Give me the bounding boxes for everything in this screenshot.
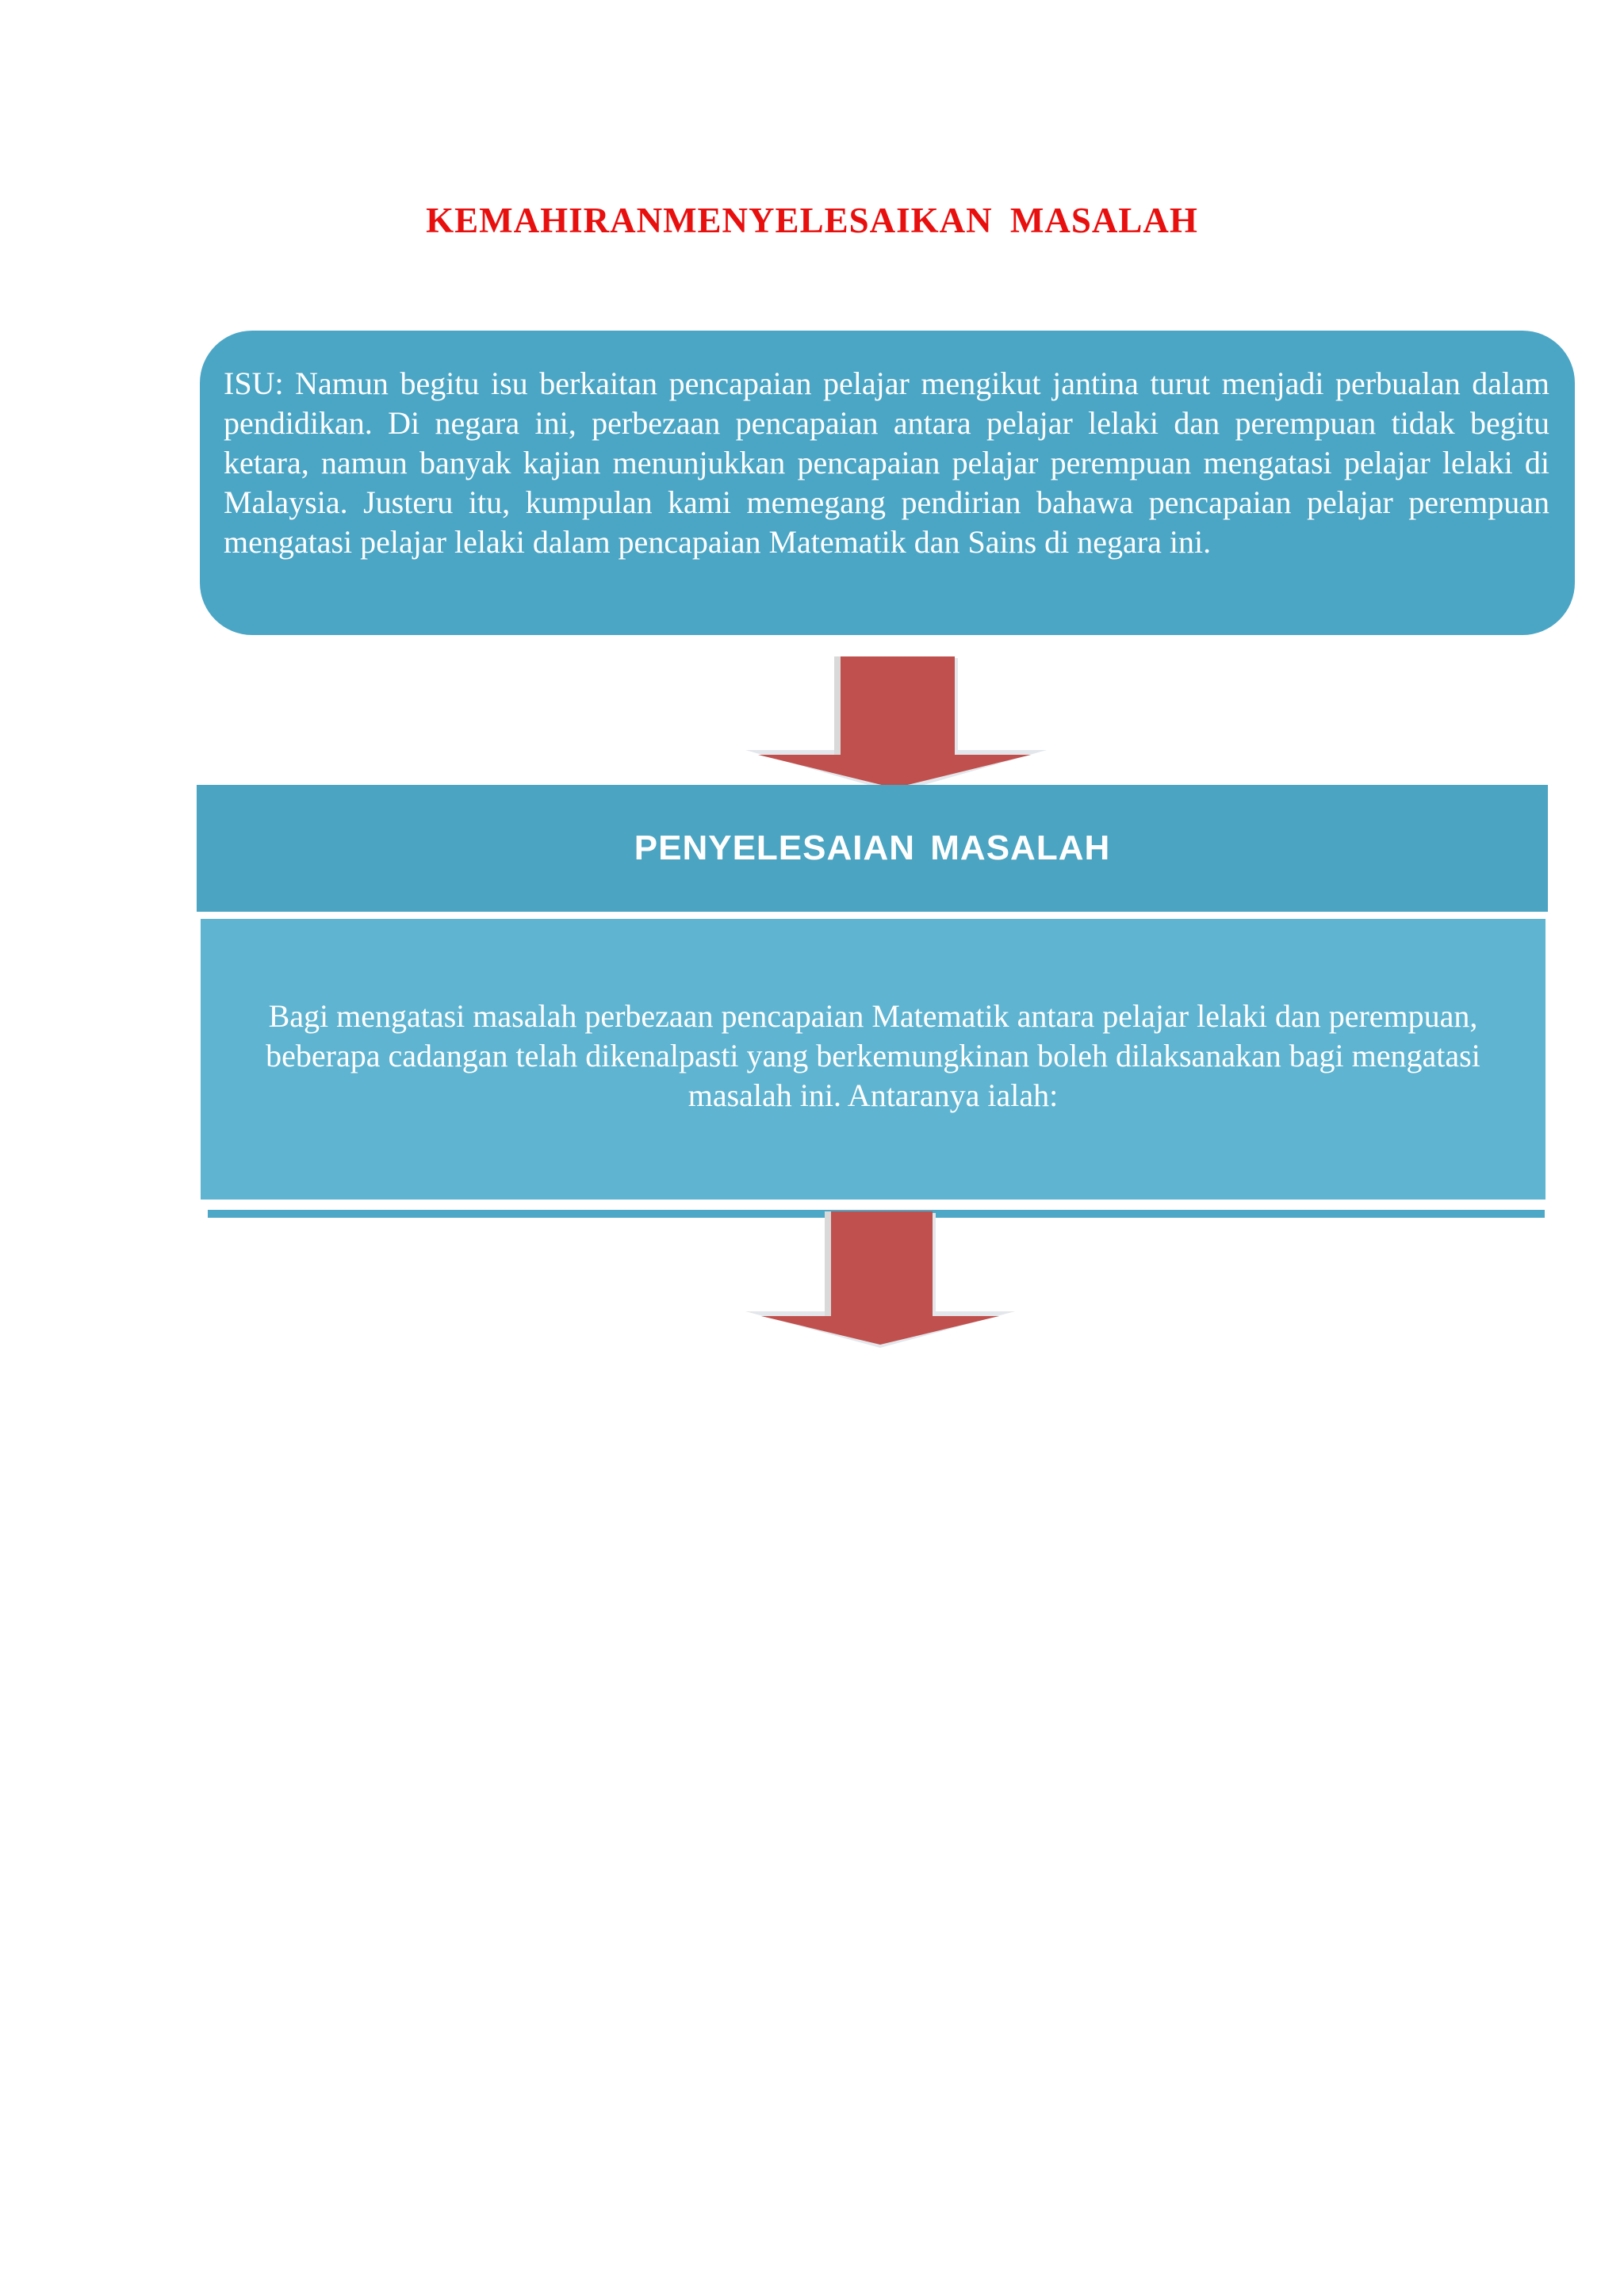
section-header <box>197 785 1548 912</box>
page-title: KEMAHIRANMENYELESAIKAN MASALAH <box>426 201 1198 240</box>
arrow-down-icon <box>745 1211 1015 1351</box>
section-heading: PENYELESAIAN MASALAH <box>634 828 1111 867</box>
section-body: Bagi mengatasi masalah perbezaan pencapaian Matematik antara pelajar lelaki dan perempuan, beberapa cadangan telah dikenalpasti yang berkemungkinan boleh dilaksanakan bagi mengatasi masalah ini. Antaranya ialah: <box>201 919 1545 1200</box>
arrow-down-icon <box>745 656 1047 796</box>
issue-box: ISU: Namun begitu isu berkaitan pencapaian pelajar mengikut jantina turut menjadi perbualan dalam pendidikan. Di negara ini, perbezaan pencapaian antara pelajar lelaki dan perempuan tidak begitu ketara, namun banyak kajian menunjukkan pencapaian pelajar perempuan mengatasi pelajar lelaki di Malaysia. Justeru itu, kumpulan kami memegang pendirian bahawa pencapaian pelajar perempuan mengatasi pelajar lelaki dalam pencapaian Matematik dan Sains di negara ini. <box>200 331 1575 635</box>
